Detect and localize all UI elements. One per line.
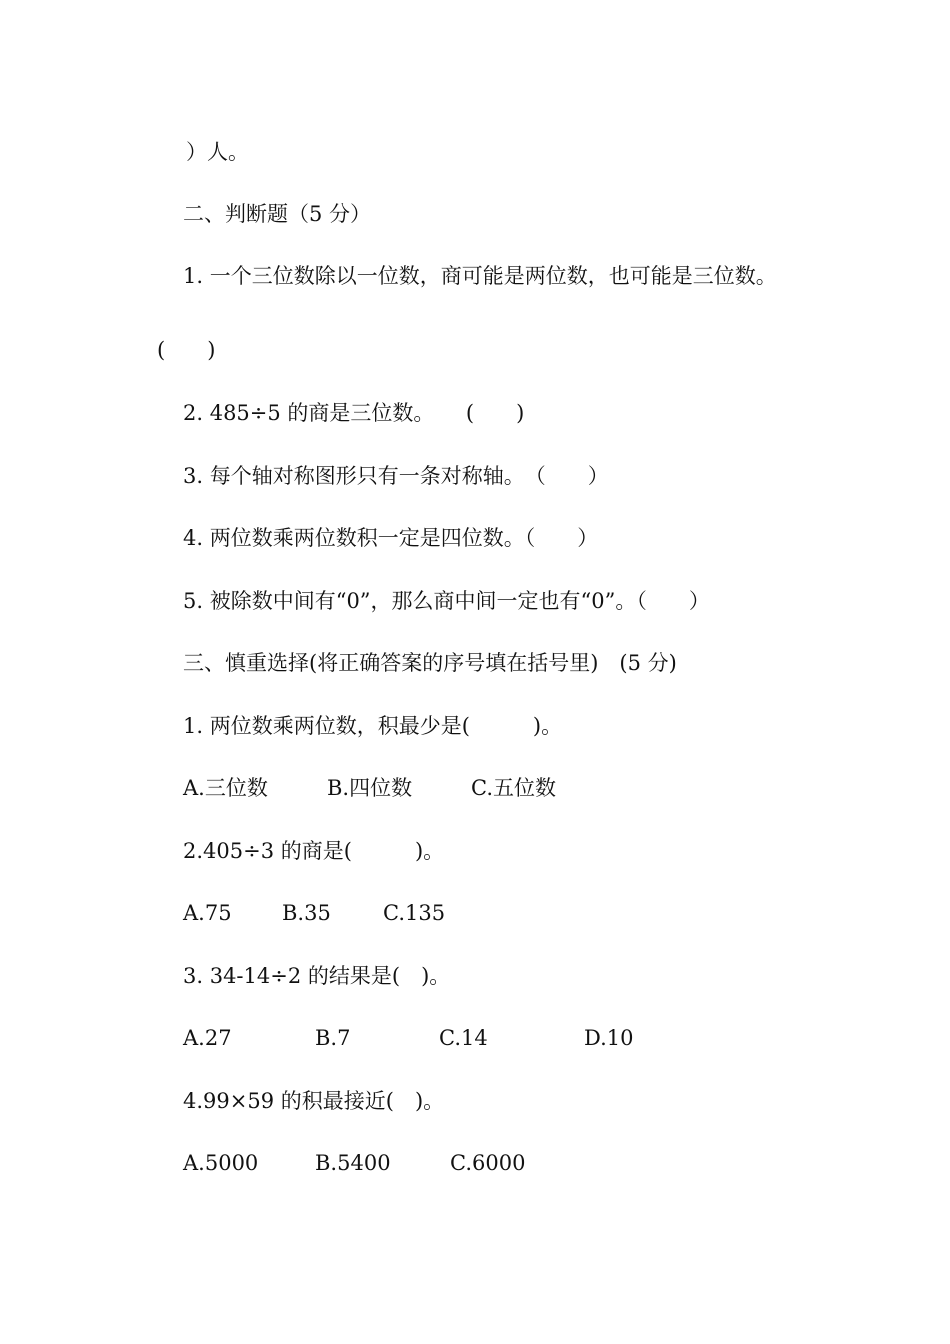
choice-4-option-b: B.5400 [315,1151,391,1175]
judgment-question-4: 4. 两位数乘两位数积一定是四位数。（ ） [183,526,599,550]
choice-4-option-c: C.6000 [450,1151,526,1175]
choice-2-option-b: B.35 [282,901,331,925]
choice-1-option-a: A.三位数 [183,776,268,800]
section-3-heading: 三、慎重选择(将正确答案的序号填在括号里) (5 分) [183,651,677,675]
choice-3-option-d: D.10 [584,1026,634,1050]
choice-4-option-a: A.5000 [183,1151,259,1175]
judgment-question-5: 5. 被除数中间有“0”，那么商中间一定也有“0”。（ ） [183,589,710,613]
choice-1-option-c: C.五位数 [471,776,556,800]
choice-2-option-a: A.75 [183,901,232,925]
choice-1-option-b: B.四位数 [327,776,413,800]
choice-question-1: 1. 两位数乘两位数，积最少是( )。 [183,714,563,738]
section-2-heading: 二、判断题（5 分） [183,202,372,226]
choice-3-option-b: B.7 [315,1026,351,1050]
choice-3-option-c: C.14 [439,1026,488,1050]
choice-2-option-c: C.135 [383,901,446,925]
choice-question-3: 3. 34-14÷2 的结果是( )。 [183,964,451,988]
choice-question-2: 2.405÷3 的商是( )。 [183,839,445,863]
judgment-question-1-paren: ( ) [157,338,216,362]
judgment-question-3: 3. 每个轴对称图形只有一条对称轴。 （ ） [183,464,609,488]
choice-question-4: 4.99×59 的积最接近( )。 [183,1089,445,1113]
choice-3-option-a: A.27 [183,1026,232,1050]
continuation-line: ）人。 [186,140,249,164]
judgment-question-2: 2. 485÷5 的商是三位数。 ( ) [183,401,525,425]
judgment-question-1: 1. 一个三位数除以一位数，商可能是两位数，也可能是三位数。 [183,264,777,288]
